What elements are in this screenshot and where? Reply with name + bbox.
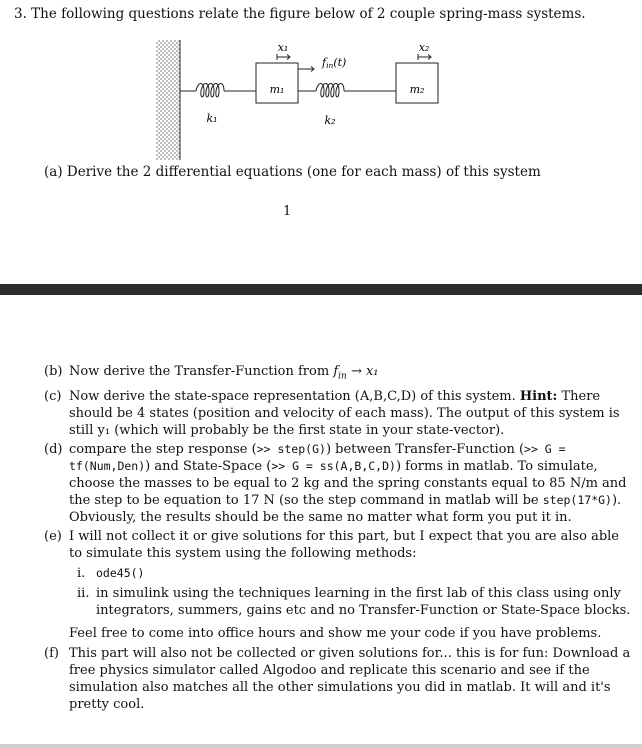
spring-k1 [180, 84, 256, 98]
part-e [44, 528, 634, 642]
part-e-sub-ii: ii. in simulink using the techniques learning in the first lab of this class using only integrators, summers, gains etc and no Transfer-Function or State-Space blocks. [77, 585, 631, 618]
wall [156, 40, 180, 160]
part-b [44, 363, 634, 386]
page-number: 1 [283, 204, 292, 219]
part-e-sub-i: i. ode45() [77, 565, 145, 581]
m1-label: m₁ [269, 83, 285, 96]
x1-arrow [277, 54, 290, 60]
code-tf: >> G = tf(Num,Den) [69, 441, 566, 473]
bottom-edge [0, 744, 642, 748]
part-f [44, 645, 634, 713]
k1-label: k₁ [206, 112, 218, 125]
question-header: 3. The following questions relate the figure below of 2 couple spring-mass systems. [14, 6, 586, 22]
part-a-text: Derive the 2 differential equations (one for each mass) of this system [66, 164, 541, 180]
part-b-text: Now derive the Transfer-Function from [69, 364, 334, 379]
part-b-label: (b) [44, 364, 63, 379]
code-step: >> step(G) [256, 441, 326, 456]
code-ss: >> G = ss(A,B,C,D) [271, 458, 396, 473]
spring-k2 [298, 84, 396, 98]
question-parts [44, 363, 634, 715]
part-e-text: I will not collect it or give solutions for this part, but I expect that you are also able to simulate this system using the following methods: [69, 528, 620, 561]
x2-label: x₂ [418, 41, 430, 54]
part-c-label: (c) [44, 388, 62, 404]
spring-mass-figure [150, 36, 460, 162]
page-divider [0, 284, 642, 295]
page-two [0, 295, 642, 748]
part-f-text: This part will also not be collected or given solutions for... this is for fun: Download a free physics simulator called Algodoo and replicate this scenario and see if the simulation also matches all the other simulations you did in matlab. It will and it's pretty cool. [69, 645, 631, 712]
part-c-hint: Hint: [519, 388, 558, 404]
code-step-17: step(17*G) [542, 492, 612, 507]
part-a-label: (a) [44, 164, 63, 180]
code-ode45: ode45() [96, 565, 145, 580]
k2-label: k₂ [324, 114, 336, 127]
part-b-math: $f_{in} \to x_1$ [333, 364, 379, 382]
part-d: (d) compare the step response (>> step(G)) between Transfer-Function (>> G = tf(Num,Den)) and State-Space (>> G = ss(A,B,C,D)) forms in matlab. To simulate, choose the masses to be equal to 2 kg and the spring constants equal to 85 N/m and the step to be equation to 17 N (so the step command in matlab will be step(17*G)). Obviously, the results should be the same no matter what form you put it in. [44, 441, 627, 525]
force-arrow [298, 66, 314, 72]
x1-label: x₁ [277, 41, 289, 54]
part-d-label: (d) [44, 441, 63, 457]
part-e-label: (e) [44, 528, 62, 544]
force-label: fin(t) [322, 56, 347, 70]
part-a [44, 164, 541, 180]
page-one [0, 0, 642, 284]
part-c-text-after: There should be 4 states (position and velocity of each mass). The output of this system is still y₁ (which will probably be the first state in your state-vector). [69, 388, 620, 438]
part-c [44, 388, 634, 439]
x2-arrow [418, 54, 431, 60]
m2-label: m₂ [409, 83, 425, 96]
part-c-text: Now derive the state-space representation (A,B,C,D) of this system. [69, 388, 520, 404]
office-hours-note: Feel free to come into office hours and show me your code if you have problems. [69, 625, 602, 641]
part-f-label: (f) [44, 645, 59, 661]
